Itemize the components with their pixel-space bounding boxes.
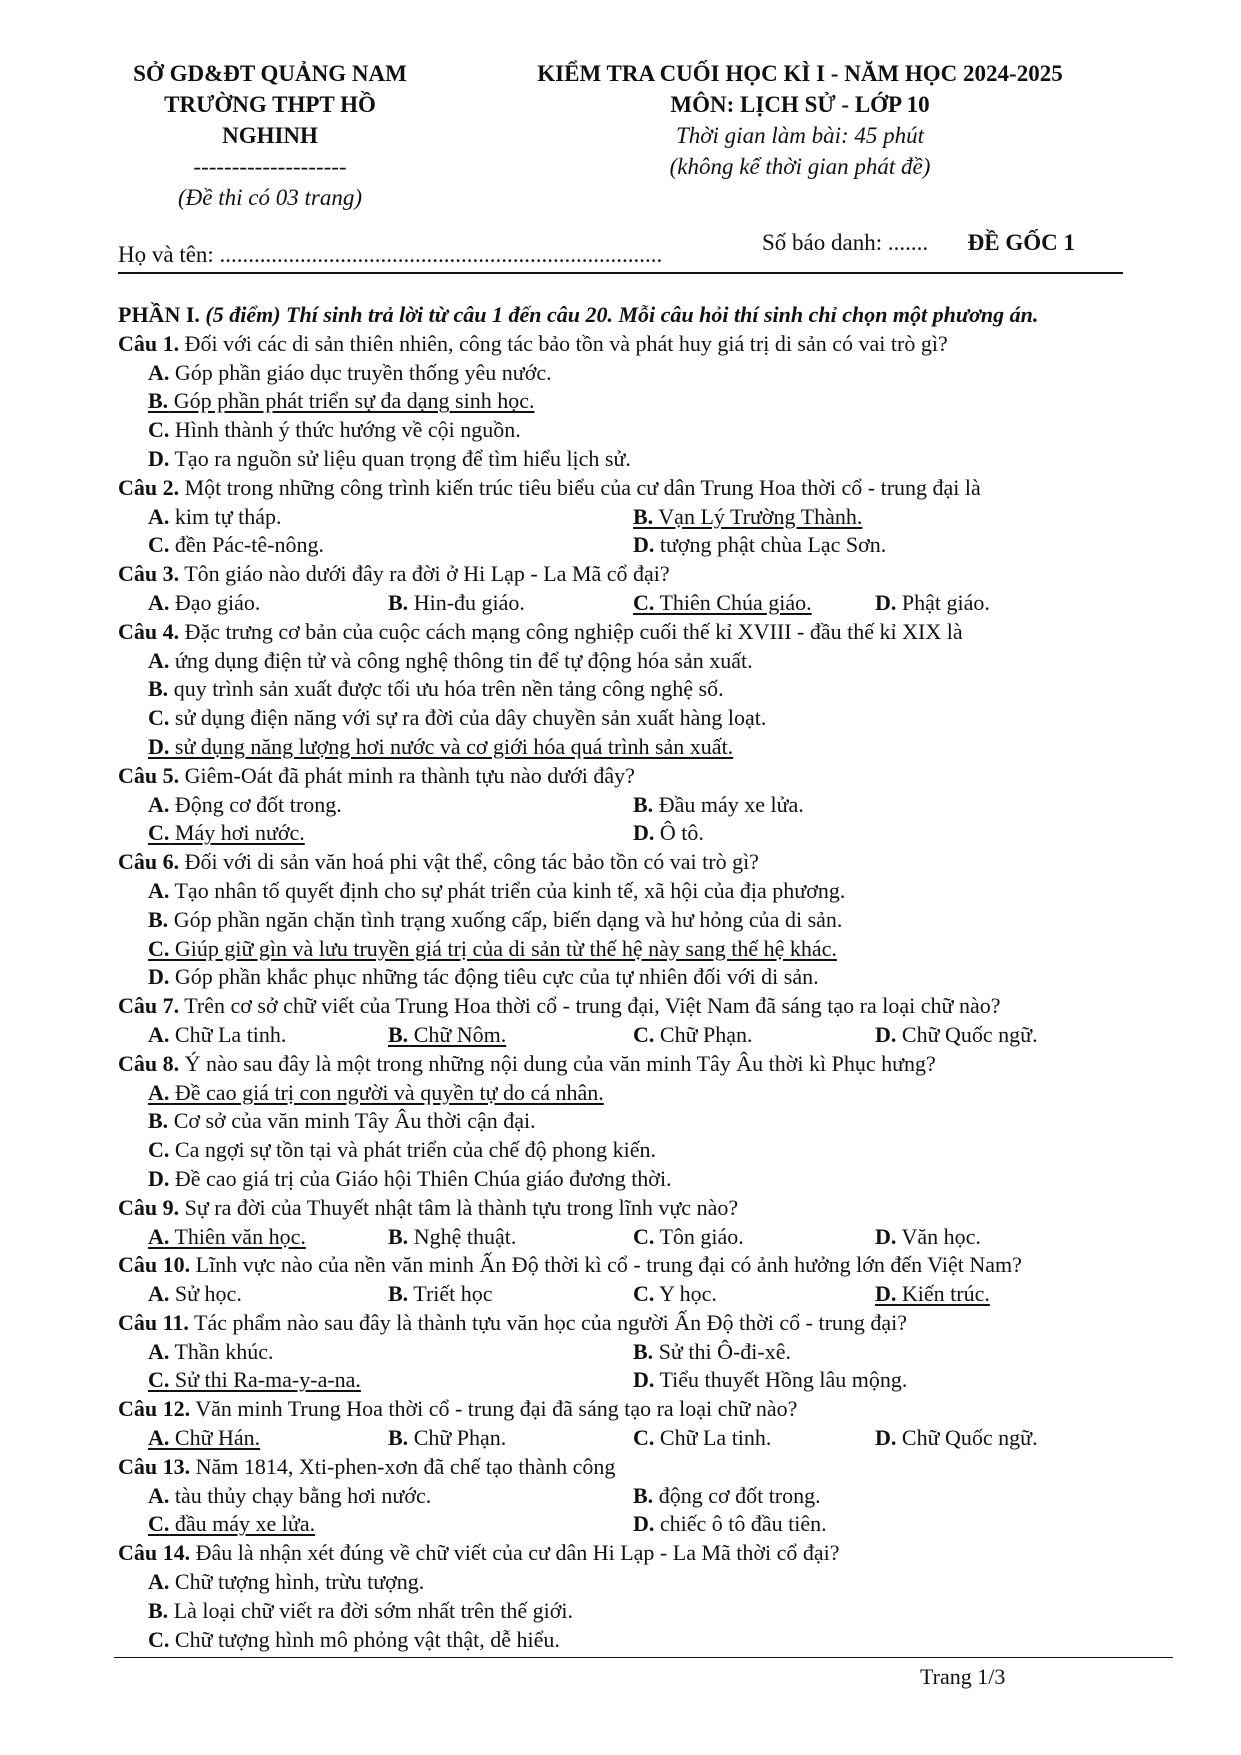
option-row [118, 387, 1170, 416]
question-label: Câu 4. [118, 618, 180, 644]
option-text: Chữ Quốc ngữ. [896, 1021, 1038, 1047]
question-label: Câu 9. [118, 1194, 180, 1220]
question-stem [118, 1395, 1170, 1424]
option-text: Hình thành ý thức hướng về cội nguồn. [169, 417, 521, 443]
option-text: Thần khúc. [169, 1338, 274, 1364]
answer-option [148, 1424, 260, 1453]
answer-option [148, 1223, 306, 1252]
option-key: B. [633, 1338, 654, 1364]
answer-option [388, 1021, 506, 1050]
answer-option [148, 1626, 560, 1655]
answer-option [633, 791, 804, 820]
option-text: Chữ tượng hình, trừu tượng. [169, 1569, 425, 1595]
answer-option [633, 531, 886, 560]
option-text: Chữ La tinh. [169, 1021, 287, 1047]
student-id-field: Số báo danh: ....... [762, 230, 929, 255]
option-text: Ô tô. [654, 820, 704, 846]
answer-option [148, 675, 724, 704]
option-text: Tôn giáo. [654, 1223, 744, 1249]
question-text: Tôn giáo nào dưới đây ra đời ở Hi Lạp - La Mã cổ đại? [179, 561, 670, 587]
answer-option [148, 647, 753, 676]
option-row [118, 1568, 1170, 1597]
option-key: A. [148, 1281, 170, 1307]
option-text: Chữ Nôm. [408, 1021, 507, 1047]
question-stem [118, 618, 1170, 647]
student-name-field: Họ và tên: ............................................................................. [118, 242, 663, 267]
option-key: C. [633, 1021, 655, 1047]
option-text: đền Pác-tê-nông. [169, 532, 324, 558]
option-key: C. [148, 1511, 170, 1537]
department-name: SỞ GD&ĐT QUẢNG NAM [133, 61, 407, 86]
question-text: Đối với di sản văn hoá phi vật thể, công tác bảo tồn có vai trò gì? [179, 849, 759, 875]
answer-option [148, 819, 305, 848]
option-row [118, 1482, 1170, 1511]
option-text: ứng dụng điện tử và công nghệ thông tin để tự động hóa sản xuất. [169, 647, 753, 673]
option-text: kim tự tháp. [169, 503, 282, 529]
option-key: C. [148, 532, 170, 558]
option-text: Đề cao giá trị của Giáo hội Thiên Chúa giáo đương thời. [169, 1165, 672, 1191]
option-text: chiếc ô tô đầu tiên. [654, 1511, 827, 1537]
option-row [118, 589, 1170, 618]
answer-option [633, 1021, 753, 1050]
option-row [118, 647, 1170, 676]
option-key: B. [633, 503, 654, 529]
answer-option [148, 935, 837, 964]
question-label: Câu 10. [118, 1252, 191, 1278]
answer-option [148, 1597, 573, 1626]
option-key: C. [148, 1137, 170, 1163]
option-key: A. [148, 359, 170, 385]
question-text: Đặc trưng cơ bản của cuộc cách mạng công nghiệp cuối thế kỉ XVIII - đầu thế kỉ XIX là [179, 618, 963, 644]
option-key: D. [875, 589, 897, 615]
part-instruction: (5 điểm) Thí sinh trả lời từ câu 1 đến câu 20. Mỗi câu hỏi thí sinh chỉ chọn một phương án. [199, 302, 1039, 327]
answer-option [633, 819, 704, 848]
option-key: A. [148, 1425, 170, 1451]
option-row [118, 935, 1170, 964]
question-label: Câu 2. [118, 474, 180, 500]
option-key: A. [148, 1079, 170, 1105]
option-text: Nghệ thuật. [408, 1223, 517, 1249]
option-text: Ca ngợi sự tồn tại và phát triển của chế độ phong kiến. [169, 1137, 657, 1163]
page-number: Trang 1/3 [920, 1664, 1006, 1689]
option-text: Góp phần ngăn chặn tình trạng xuống cấp, biến dạng và hư hỏng của di sản. [168, 906, 843, 932]
answer-option [633, 1280, 717, 1309]
answer-option [148, 733, 733, 762]
option-key: D. [148, 733, 170, 759]
question-label: Câu 3. [118, 561, 180, 587]
option-text: Y học. [654, 1281, 717, 1307]
answer-option [388, 1223, 516, 1252]
question-text: Văn minh Trung Hoa thời cổ - trung đại đã sáng tạo ra loại chữ nào? [190, 1396, 798, 1422]
option-row [118, 359, 1170, 388]
option-key: B. [148, 1108, 169, 1134]
option-key: B. [388, 1021, 409, 1047]
option-row [118, 1107, 1170, 1136]
answer-option [388, 1424, 506, 1453]
option-key: C. [148, 820, 170, 846]
option-row [118, 416, 1170, 445]
question-label: Câu 1. [118, 330, 180, 356]
option-key: D. [633, 532, 655, 558]
option-row [118, 963, 1170, 992]
option-row [118, 1424, 1170, 1453]
answer-option [875, 1424, 1038, 1453]
question-text: Ý nào sau đây là một trong những nội dung của văn minh Tây Âu thời kì Phục hưng? [179, 1050, 936, 1076]
pages-note: (Đề thi có 03 trang) [178, 185, 362, 210]
option-key: D. [148, 1165, 170, 1191]
question-stem [118, 1050, 1170, 1079]
option-row [118, 503, 1170, 532]
option-key: D. [148, 964, 170, 990]
option-key: D. [875, 1281, 897, 1307]
question-text: Tác phẩm nào sau đây là thành tựu văn học của người Ấn Độ thời cổ - trung đại? [188, 1309, 908, 1335]
option-text: Sử thi Ra-ma-y-a-na. [169, 1367, 361, 1393]
question-label: Câu 13. [118, 1453, 191, 1479]
option-key: B. [388, 1281, 409, 1307]
option-text: Giúp giữ gìn và lưu truyền giá trị của di sản từ thế hệ này sang thế hệ khác. [169, 935, 837, 961]
option-row [118, 1223, 1170, 1252]
option-row [118, 1165, 1170, 1194]
answer-option [148, 1079, 604, 1108]
question-label: Câu 7. [118, 993, 180, 1019]
option-key: A. [148, 589, 170, 615]
option-key: B. [148, 1597, 169, 1623]
option-row [118, 1597, 1170, 1626]
question-text: Giêm-Oát đã phát minh ra thành tựu nào dưới đây? [179, 762, 635, 788]
option-row [118, 1366, 1170, 1395]
question-label: Câu 8. [118, 1050, 180, 1076]
option-key: C. [148, 417, 170, 443]
option-key: B. [148, 906, 169, 932]
option-key: B. [388, 1425, 409, 1451]
option-key: B. [388, 1223, 409, 1249]
option-key: A. [148, 1021, 170, 1047]
answer-option [148, 445, 631, 474]
question-stem [118, 1309, 1170, 1338]
answer-option [388, 1280, 493, 1309]
option-text: tượng phật chùa Lạc Sơn. [654, 532, 887, 558]
option-text: Triết học [408, 1281, 493, 1307]
question-stem [118, 1453, 1170, 1482]
footer-divider [114, 1657, 1173, 1658]
option-key: C. [148, 1367, 170, 1393]
question-list [118, 301, 1170, 1654]
option-text: Chữ Hán. [169, 1425, 261, 1451]
answer-option [875, 1223, 981, 1252]
option-key: A. [148, 791, 170, 817]
option-key: A. [148, 647, 170, 673]
option-text: Kiến trúc. [896, 1281, 990, 1307]
answer-option [148, 906, 842, 935]
answer-option [148, 1338, 273, 1367]
answer-option [633, 1366, 907, 1395]
option-row [118, 1510, 1170, 1539]
option-key: A. [148, 1338, 170, 1364]
answer-option [875, 1280, 990, 1309]
question-text: Lĩnh vực nào của nền văn minh Ấn Độ thời kì cổ - trung đại có ảnh hưởng lớn đến Việt Nam? [190, 1252, 1022, 1278]
option-text: Vạn Lý Trường Thành. [653, 503, 863, 529]
question-label: Câu 11. [118, 1309, 189, 1335]
option-text: Tạo nhân tố quyết định cho sự phát triển của kinh tế, xã hội của địa phương. [169, 877, 846, 903]
option-key: C. [633, 589, 655, 615]
answer-option [148, 1366, 361, 1395]
question-stem [118, 560, 1170, 589]
question-text: Đối với các di sản thiên nhiên, công tác bảo tồn và phát huy giá trị di sản có vai trò gì? [179, 330, 948, 356]
option-text: Chữ Phạn. [408, 1425, 507, 1451]
option-key: C. [633, 1281, 655, 1307]
answer-option [148, 531, 324, 560]
option-text: Văn học. [896, 1223, 981, 1249]
option-text: Chữ Quốc ngữ. [896, 1425, 1038, 1451]
option-text: Tiểu thuyết Hồng lâu mộng. [654, 1367, 908, 1393]
option-text: Là loại chữ viết ra đời sớm nhất trên thế giới. [168, 1597, 574, 1623]
answer-option [148, 589, 260, 618]
question-stem [118, 1251, 1170, 1280]
option-key: C. [633, 1425, 655, 1451]
option-text: Phật giáo. [896, 589, 990, 615]
answer-option [388, 589, 525, 618]
option-row [118, 1280, 1170, 1309]
option-text: sử dụng năng lượng hơi nước và cơ giới hóa quá trình sản xuất. [169, 733, 734, 759]
option-key: B. [388, 589, 409, 615]
option-row [118, 1626, 1170, 1655]
option-text: Góp phần giáo dục truyền thống yêu nước. [169, 359, 552, 385]
option-key: D. [633, 1367, 655, 1393]
answer-option [633, 1223, 744, 1252]
option-key: C. [633, 1223, 655, 1249]
option-key: B. [148, 676, 169, 702]
answer-option [875, 589, 990, 618]
option-key: D. [875, 1021, 897, 1047]
option-key: B. [633, 791, 654, 817]
option-text: Chữ Phạn. [654, 1021, 753, 1047]
option-key: A. [148, 1482, 170, 1508]
answer-option [148, 503, 282, 532]
option-text: đầu máy xe lửa. [169, 1511, 316, 1537]
option-text: Góp phần khắc phục những tác động tiêu cực của tự nhiên đối với di sản. [169, 964, 819, 990]
option-text: Máy hơi nước. [169, 820, 305, 846]
option-text: Thiên văn học. [169, 1223, 306, 1249]
answer-option [148, 1021, 286, 1050]
answer-option [633, 1482, 821, 1511]
answer-option [148, 1107, 536, 1136]
option-text: Chữ tượng hình mô phỏng vật thật, dễ hiểu. [169, 1626, 560, 1652]
option-text: Sử học. [169, 1281, 242, 1307]
answer-option [148, 416, 521, 445]
exam-title: KIỂM TRA CUỐI HỌC KÌ I - NĂM HỌC 2024-2025 [537, 61, 1063, 86]
question-text: Trên cơ sở chữ viết của Trung Hoa thời cổ - trung đại, Việt Nam đã sáng tạo ra loại chữ nào? [179, 993, 1001, 1019]
question-stem [118, 992, 1170, 1021]
option-row [118, 877, 1170, 906]
exam-duration-note: (không kể thời gian phát đề) [669, 154, 931, 179]
question-text: Sự ra đời của Thuyết nhật tâm là thành tựu trong lĩnh vực nào? [179, 1194, 739, 1220]
answer-option [148, 877, 845, 906]
option-text: sử dụng điện năng với sự ra đời của dây chuyền sản xuất hàng loạt. [169, 705, 767, 731]
exam-code: ĐỀ GỐC 1 [967, 230, 1075, 255]
question-text: Đâu là nhận xét đúng về chữ viết của cư dân Hi Lạp - La Mã thời cổ đại? [190, 1540, 840, 1566]
answer-option [148, 1510, 315, 1539]
exam-duration: Thời gian làm bài: 45 phút [675, 123, 925, 148]
answer-option [633, 1338, 791, 1367]
option-key: D. [633, 820, 655, 846]
answer-option [148, 1482, 431, 1511]
header-left [120, 58, 420, 213]
option-text: Đạo giáo. [169, 589, 261, 615]
exam-subject: MÔN: LỊCH SỬ - LỚP 10 [670, 92, 930, 117]
option-row [118, 819, 1170, 848]
answer-option [633, 1424, 771, 1453]
question-stem [118, 1539, 1170, 1568]
answer-option [148, 1136, 656, 1165]
header-right [515, 58, 1085, 182]
option-text: Góp phần phát triển sự đa dạng sinh học. [168, 388, 535, 414]
option-key: B. [148, 388, 169, 414]
answer-option [633, 589, 812, 618]
answer-option [148, 1165, 672, 1194]
option-key: D. [875, 1425, 897, 1451]
header-separator: -------------------- [193, 154, 347, 179]
part-title: PHẦN I. [118, 302, 200, 327]
option-row [118, 791, 1170, 820]
option-row [118, 531, 1170, 560]
option-key: C. [148, 935, 170, 961]
question-label: Câu 5. [118, 762, 180, 788]
option-text: Đầu máy xe lửa. [653, 791, 804, 817]
question-text: Một trong những công trình kiến trúc tiêu biểu của cư dân Trung Hoa thời cổ - trung đại là [179, 474, 981, 500]
option-row [118, 675, 1170, 704]
option-row [118, 445, 1170, 474]
option-text: Đề cao giá trị con người và quyền tự do cá nhân. [169, 1079, 604, 1105]
option-text: Cơ sở của văn minh Tây Âu thời cận đại. [168, 1108, 536, 1134]
option-text: Tạo ra nguồn sử liệu quan trọng để tìm hiểu lịch sử. [169, 445, 631, 471]
option-text: Thiên Chúa giáo. [654, 589, 812, 615]
option-key: A. [148, 1223, 170, 1249]
option-text: tàu thủy chạy bằng hơi nước. [169, 1482, 432, 1508]
option-text: động cơ đốt trong. [653, 1482, 821, 1508]
option-text: Sử thi Ô-đi-xê. [653, 1338, 791, 1364]
answer-option [148, 1568, 424, 1597]
option-row [118, 1021, 1170, 1050]
answer-option [875, 1021, 1038, 1050]
option-key: C. [148, 705, 170, 731]
question-stem [118, 848, 1170, 877]
option-row [118, 1079, 1170, 1108]
answer-option [633, 1510, 827, 1539]
question-stem [118, 474, 1170, 503]
option-row [118, 1136, 1170, 1165]
option-text: Động cơ đốt trong. [169, 791, 342, 817]
option-key: A. [148, 503, 170, 529]
option-row [118, 733, 1170, 762]
question-stem [118, 762, 1170, 791]
question-label: Câu 14. [118, 1540, 191, 1566]
option-key: A. [148, 1569, 170, 1595]
answer-option [148, 1280, 242, 1309]
option-key: C. [148, 1626, 170, 1652]
student-info-line [118, 228, 1123, 274]
question-stem [118, 330, 1170, 359]
option-key: B. [633, 1482, 654, 1508]
option-key: D. [633, 1511, 655, 1537]
answer-option [148, 387, 535, 416]
option-row [118, 1338, 1170, 1367]
option-key: D. [148, 445, 170, 471]
answer-option [148, 704, 766, 733]
school-name: TRƯỜNG THPT HỒ NGHINH [164, 92, 376, 148]
option-text: quy trình sản xuất được tối ưu hóa trên nền tảng công nghệ số. [168, 676, 724, 702]
answer-option [148, 359, 552, 388]
answer-option [633, 503, 862, 532]
option-row [118, 704, 1170, 733]
question-stem [118, 1194, 1170, 1223]
answer-option [148, 963, 819, 992]
question-label: Câu 12. [118, 1396, 191, 1422]
option-row [118, 906, 1170, 935]
answer-option [148, 791, 342, 820]
part-heading [118, 301, 1170, 330]
option-key: A. [148, 877, 170, 903]
option-text: Chữ La tinh. [654, 1425, 772, 1451]
question-label: Câu 6. [118, 849, 180, 875]
question-text: Năm 1814, Xti-phen-xơn đã chế tạo thành công [190, 1453, 616, 1479]
option-key: D. [875, 1223, 897, 1249]
option-text: Hin-đu giáo. [408, 589, 525, 615]
